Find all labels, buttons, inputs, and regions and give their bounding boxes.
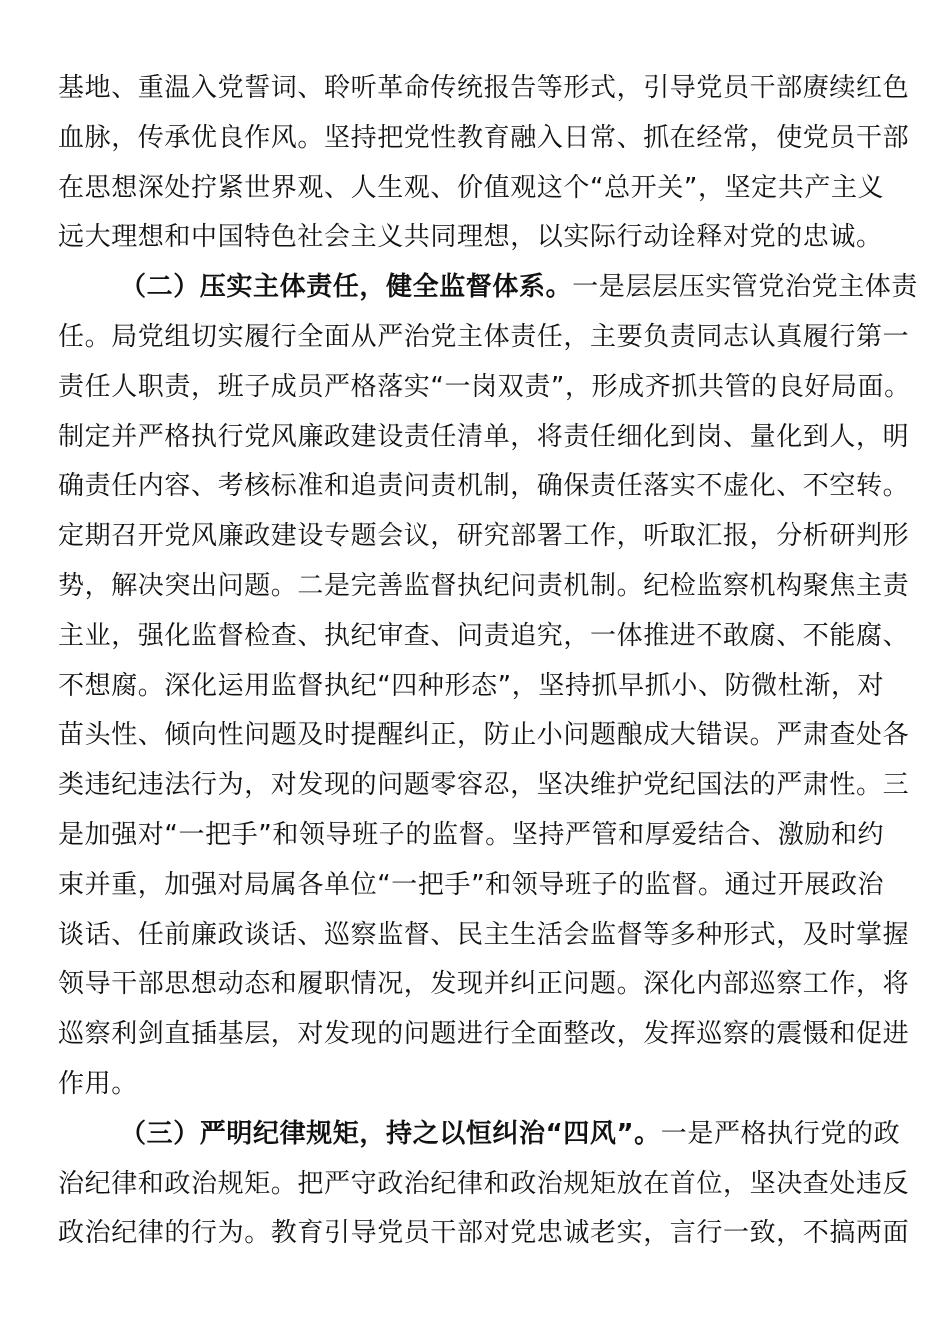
text-line: 巡察利剑直插基层，对发现的问题进行全面整改，发挥巡察的震慑和促进 [58,1019,910,1050]
section-heading-line [58,1110,901,1160]
text-line: 束并重，加强对局属各单位“一把手”和领导班子的监督。通过开展政治 [58,869,885,900]
text-line: 谈话、任前廉政谈话、巡察监督、民主生活会监督等多种形式，及时掌握 [58,919,910,950]
document-page [58,64,919,1259]
text-line: 责任人职责，班子成员严格落实“一岗双责”，形成齐抓共管的良好局面。 [58,371,911,402]
paragraph-section-3 [58,1110,910,1259]
text-line: 是加强对“一把手”和领导班子的监督。坚持严管和厚爱结合、激励和约 [58,819,885,850]
section-heading-line [58,263,919,313]
section-heading: （二）压实主体责任，健全监督体系。 [120,272,573,303]
text-line: 在思想深处拧紧世界观、人生观、价值观这个“总开关”，坚定共产主义 [58,172,885,203]
text-line: 确责任内容、考核标准和追责问责机制，确保责任落实不虚化、不空转。 [58,471,910,502]
text-line: 定期召开党风廉政建设专题会议，研究部署工作，听取汇报，分析研判形 [58,521,910,552]
text-line: 制定并严格执行党风廉政建设责任清单，将责任细化到岗、量化到人，明 [58,421,910,452]
section-heading: （三）严明纪律规矩，持之以恒纠治“四风”。 [120,1118,661,1149]
text-line: 远大理想和中国特色社会主义共同理想，以实际行动诠释对党的忠诚。 [58,222,883,253]
text-line: 主业，强化监督检查、执纪审查、问责追究，一体推进不敢腐、不能腐、 [58,620,910,651]
text-line: 不想腐。深化运用监督执纪“四种形态”，坚持抓早抓小、防微杜渐，对 [58,670,885,701]
text-line: 血脉，传承优良作风。坚持把党性教育融入日常、抓在经常，使党员干部 [58,122,910,153]
text-line: 基地、重温入党誓词、聆听革命传统报告等形式，引导党员干部赓续红色 [58,73,910,103]
text-line: 苗头性、倾向性问题及时提醒纠正，防止小问题酿成大错误。严肃查处各 [58,720,910,751]
text-run: 一是层层压实管党治党主体责 [572,272,919,303]
text-line: 任。局党组切实履行全面从严治党主体责任，主要负责同志认真履行第一 [58,321,910,352]
paragraph-continued [58,64,910,263]
text-run: 一是严格执行党的政 [660,1118,901,1149]
paragraph-section-2 [58,263,919,1110]
text-line: 势，解决突出问题。二是完善监督执纪问责机制。纪检监察机构聚焦主责 [58,570,910,601]
text-line: 领导干部思想动态和履职情况，发现并纠正问题。深化内部巡察工作，将 [58,969,910,1000]
text-line: 类违纪违法行为，对发现的问题零容忍，坚决维护党纪国法的严肃性。三 [58,770,910,801]
text-line: 治纪律和政治规矩。把严守政治纪律和政治规矩放在首位，坚决查处违反 [58,1168,910,1199]
text-line: 政治纪律的行为。教育引导党员干部对党忠诚老实，言行一致，不搞两面 [58,1218,910,1249]
text-line: 作用。 [58,1068,138,1099]
